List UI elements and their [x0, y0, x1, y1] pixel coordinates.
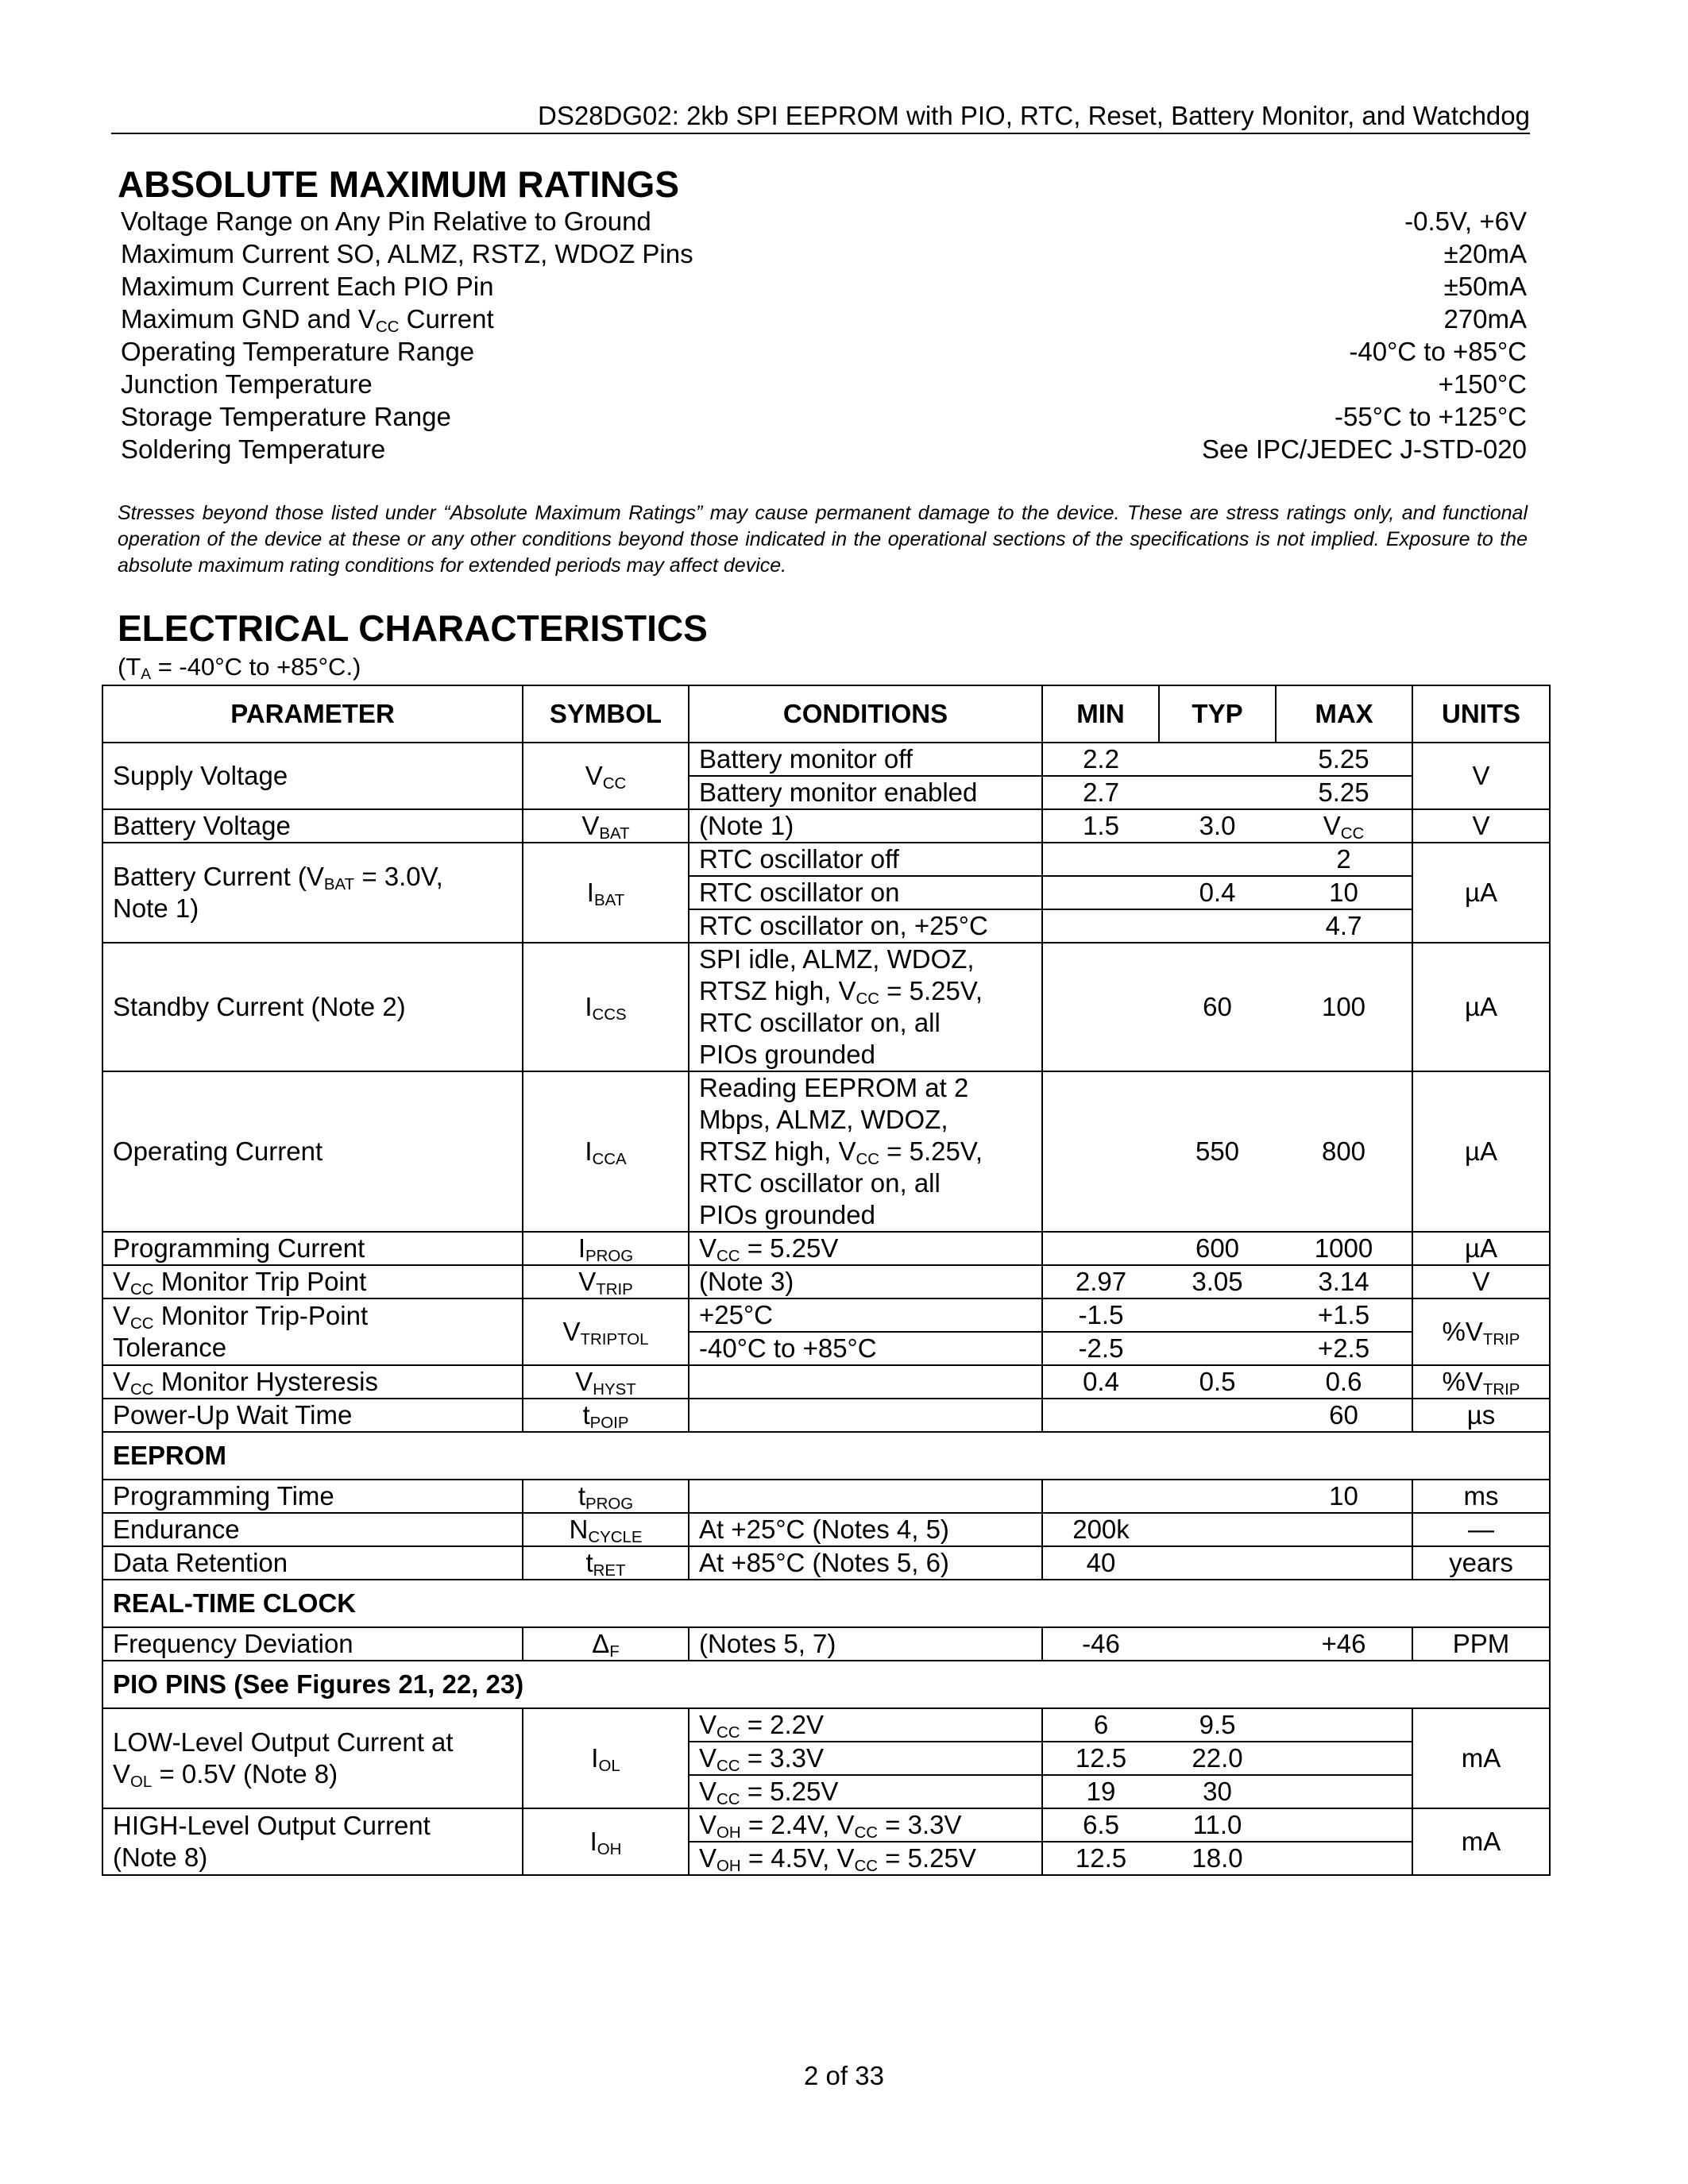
table-row: [102, 1808, 1550, 1842]
condition-cell: [689, 1365, 1042, 1399]
table-row: [102, 1708, 1550, 1742]
param-cell: $V_{CC}$ Monitor Hysteresis: [102, 1365, 523, 1399]
condition-cell: $V_{CC} = 2.2V$: [689, 1708, 1042, 1742]
min-cell: -2.5: [1042, 1332, 1159, 1365]
symbol-cell: $I_{PROG}$: [523, 1232, 689, 1265]
param-cell: Supply Voltage: [102, 743, 523, 809]
min-cell: 6.5: [1042, 1808, 1159, 1842]
param-cell: Battery Voltage: [102, 809, 523, 843]
table-row: [102, 1071, 1550, 1232]
typ-cell: [1159, 1513, 1276, 1546]
amr-heading: ABSOLUTE MAXIMUM RATINGS: [118, 164, 680, 205]
units-cell: µA: [1412, 843, 1550, 943]
column-header: UNITS: [1412, 685, 1550, 743]
max-cell: [1276, 1808, 1412, 1842]
section-label: EEPROM: [102, 1432, 1550, 1480]
table-row: [102, 1298, 1550, 1332]
table-row: [102, 1627, 1550, 1661]
typ-cell: [1159, 1298, 1276, 1332]
typ-cell: [1159, 1480, 1276, 1513]
amr-value: -55°C to +125°C: [1335, 401, 1527, 431]
units-cell: —: [1412, 1513, 1550, 1546]
max-cell: 3.14: [1276, 1265, 1412, 1298]
max-cell: 1000: [1276, 1232, 1412, 1265]
amr-label: Voltage Range on Any Pin Relative to Ground: [121, 206, 651, 236]
typ-cell: 22.0: [1159, 1742, 1276, 1775]
max-cell: 5.25: [1276, 743, 1412, 776]
min-cell: 2.7: [1042, 776, 1159, 809]
param-cell: Endurance: [102, 1513, 523, 1546]
max-cell: 4.7: [1276, 909, 1412, 943]
amr-value: -40°C to +85°C: [1349, 336, 1527, 366]
symbol-cell: $I_{OL}$: [523, 1708, 689, 1808]
typ-cell: 30: [1159, 1775, 1276, 1808]
condition-cell: -40°C to +85°C: [689, 1332, 1042, 1365]
symbol-cell: $I_{OH}$: [523, 1808, 689, 1875]
condition-cell: At +25°C (Notes 4, 5): [689, 1513, 1042, 1546]
param-cell: Programming Current: [102, 1232, 523, 1265]
typ-cell: [1159, 1332, 1276, 1365]
amr-label: Operating Temperature Range: [121, 336, 475, 366]
min-cell: [1042, 843, 1159, 876]
max-cell: [1276, 1546, 1412, 1580]
min-cell: [1042, 1232, 1159, 1265]
amr-row: [121, 303, 1527, 335]
param-cell: Operating Current: [102, 1071, 523, 1232]
column-header: MAX: [1276, 685, 1412, 743]
param-cell: Data Retention: [102, 1546, 523, 1580]
condition-cell: +25°C: [689, 1298, 1042, 1332]
units-cell: V: [1412, 743, 1550, 809]
table-row: [102, 1546, 1550, 1580]
header-rule: [111, 133, 1530, 134]
units-cell: years: [1412, 1546, 1550, 1580]
condition-cell: RTC oscillator off: [689, 843, 1042, 876]
condition-cell: $V_{CC} = 5.25V$: [689, 1775, 1042, 1808]
symbol-cell: $N_{CYCLE}$: [523, 1513, 689, 1546]
column-header: PARAMETER: [102, 685, 523, 743]
condition-cell: (Notes 5, 7): [689, 1627, 1042, 1661]
condition-cell: Battery monitor enabled: [689, 776, 1042, 809]
symbol-cell: $V_{TRIP}$: [523, 1265, 689, 1298]
symbol-cell: $V_{BAT}$: [523, 809, 689, 843]
amr-label: Junction Temperature: [121, 369, 373, 399]
param-cell: Programming Time: [102, 1480, 523, 1513]
symbol-cell: $I_{BAT}$: [523, 843, 689, 943]
units-cell: µA: [1412, 1232, 1550, 1265]
page-number: 2 of 33: [804, 2061, 884, 2090]
typ-cell: [1159, 1546, 1276, 1580]
amr-value: ±50mA: [1443, 271, 1527, 301]
param-cell: Frequency Deviation: [102, 1627, 523, 1661]
typ-cell: 18.0: [1159, 1842, 1276, 1875]
max-cell: [1276, 1742, 1412, 1775]
symbol-cell: $V_{TRIPTOL}$: [523, 1298, 689, 1365]
max-cell: $V_{CC}$: [1276, 809, 1412, 843]
typ-cell: 11.0: [1159, 1808, 1276, 1842]
table-row: [102, 1513, 1550, 1546]
amr-value: 270mA: [1443, 303, 1527, 334]
symbol-cell: $V_{HYST}$: [523, 1365, 689, 1399]
min-cell: [1042, 1480, 1159, 1513]
symbol-cell: $t_{POIP}$: [523, 1399, 689, 1432]
amr-label: Maximum GND and $V_{CC}$ Current: [121, 303, 494, 336]
condition-cell: Reading EEPROM at 2 Mbps, ALMZ, WDOZ, RTSZ high, $V_{CC} = 5.25V$, RTC oscillator on, all PIOs grounded: [689, 1071, 1042, 1232]
running-header: DS28DG02: 2kb SPI EEPROM with PIO, RTC, Reset, Battery Monitor, and Watchdog: [537, 101, 1530, 130]
typ-cell: 0.4: [1159, 876, 1276, 909]
ec-conditions: ($T_A = -40^\circ C$ to +85°C.): [118, 653, 361, 683]
ec-heading: ELECTRICAL CHARACTERISTICS: [118, 608, 708, 649]
max-cell: 100: [1276, 943, 1412, 1071]
min-cell: [1042, 909, 1159, 943]
units-cell: mA: [1412, 1808, 1550, 1875]
min-cell: [1042, 1399, 1159, 1432]
units-cell: V: [1412, 809, 1550, 843]
typ-cell: 0.5: [1159, 1365, 1276, 1399]
condition-cell: $V_{CC} = 5.25V$: [689, 1232, 1042, 1265]
section-row: [102, 1432, 1550, 1480]
typ-cell: [1159, 909, 1276, 943]
max-cell: +2.5: [1276, 1332, 1412, 1365]
condition-cell: SPI idle, ALMZ, WDOZ, RTSZ high, $V_{CC} = 5.25V$, RTC oscillator on, all PIOs grounded: [689, 943, 1042, 1071]
amr-row: [121, 368, 1527, 400]
min-cell: 0.4: [1042, 1365, 1159, 1399]
typ-cell: 60: [1159, 943, 1276, 1071]
max-cell: [1276, 1775, 1412, 1808]
table-row: [102, 743, 1550, 776]
amr-value: +150°C: [1438, 369, 1527, 399]
amr-value: See IPC/JEDEC J-STD-020: [1202, 434, 1527, 464]
units-cell: V: [1412, 1265, 1550, 1298]
typ-cell: [1159, 743, 1276, 776]
min-cell: [1042, 1071, 1159, 1232]
units-cell: $\%V_{TRIP}$: [1412, 1365, 1550, 1399]
amr-row: [121, 400, 1527, 433]
min-cell: 1.5: [1042, 809, 1159, 843]
min-cell: 12.5: [1042, 1742, 1159, 1775]
symbol-cell: $t_{PROG}$: [523, 1480, 689, 1513]
amr-label: Maximum Current SO, ALMZ, RSTZ, WDOZ Pins: [121, 238, 693, 268]
condition-cell: RTC oscillator on: [689, 876, 1042, 909]
column-header: CONDITIONS: [689, 685, 1042, 743]
units-cell: $\%V_{TRIP}$: [1412, 1298, 1550, 1365]
amr-row: [121, 205, 1527, 237]
max-cell: +1.5: [1276, 1298, 1412, 1332]
param-cell: Standby Current (Note 2): [102, 943, 523, 1071]
min-cell: -1.5: [1042, 1298, 1159, 1332]
symbol-cell: $I_{CCS}$: [523, 943, 689, 1071]
section-row: [102, 1580, 1550, 1627]
symbol-cell: $t_{RET}$: [523, 1546, 689, 1580]
amr-row: [121, 270, 1527, 303]
min-cell: 2.2: [1042, 743, 1159, 776]
typ-cell: 9.5: [1159, 1708, 1276, 1742]
electrical-characteristics-table: [102, 685, 1551, 1876]
min-cell: 2.97: [1042, 1265, 1159, 1298]
param-cell: HIGH-Level Output Current (Note 8): [102, 1808, 523, 1875]
condition-cell: RTC oscillator on, +25°C: [689, 909, 1042, 943]
max-cell: +46: [1276, 1627, 1412, 1661]
typ-cell: [1159, 1627, 1276, 1661]
table-row: [102, 943, 1550, 1071]
param-cell: Battery Current ($V_{BAT} = 3.0V$, Note 1): [102, 843, 523, 943]
typ-cell: 550: [1159, 1071, 1276, 1232]
condition-cell: $V_{OH} = 4.5V$, $V_{CC} = 5.25V$: [689, 1842, 1042, 1875]
min-cell: [1042, 943, 1159, 1071]
typ-cell: [1159, 1399, 1276, 1432]
max-cell: 0.6: [1276, 1365, 1412, 1399]
condition-cell: (Note 1): [689, 809, 1042, 843]
amr-label: Soldering Temperature: [121, 434, 386, 464]
max-cell: 800: [1276, 1071, 1412, 1232]
table-row: [102, 1399, 1550, 1432]
min-cell: 200k: [1042, 1513, 1159, 1546]
param-cell: LOW-Level Output Current at $V_{OL} = 0.5V$ (Note 8): [102, 1708, 523, 1808]
section-row: [102, 1661, 1550, 1708]
symbol-cell: $V_{CC}$: [523, 743, 689, 809]
min-cell: 19: [1042, 1775, 1159, 1808]
param-cell: $V_{CC}$ Monitor Trip-Point Tolerance: [102, 1298, 523, 1365]
amr-label: Storage Temperature Range: [121, 401, 451, 431]
amr-row: [121, 433, 1527, 465]
column-header: MIN: [1042, 685, 1159, 743]
table-row: [102, 1480, 1550, 1513]
table-row: [102, 809, 1550, 843]
stress-note: Stresses beyond those listed under “Absolute Maximum Ratings” may cause permanent damage to the device. These are stress ratings only, and functional operation of the device at these or any other conditions beyond those indicated in the operational sections of the specifications is not implied. Exposure to the absolute maximum rating conditions for extended periods may affect device.: [118, 502, 1528, 577]
amr-list: [121, 205, 1527, 465]
max-cell: 2: [1276, 843, 1412, 876]
condition-cell: [689, 1480, 1042, 1513]
table-row: [102, 1265, 1550, 1298]
max-cell: 10: [1276, 1480, 1412, 1513]
param-cell: $V_{CC}$ Monitor Trip Point: [102, 1265, 523, 1298]
typ-cell: 600: [1159, 1232, 1276, 1265]
amr-row: [121, 237, 1527, 270]
table-row: [102, 1365, 1550, 1399]
condition-cell: Battery monitor off: [689, 743, 1042, 776]
typ-cell: 3.0: [1159, 809, 1276, 843]
param-cell: Power-Up Wait Time: [102, 1399, 523, 1432]
amr-value: ±20mA: [1443, 238, 1527, 268]
amr-value: -0.5V, +6V: [1404, 206, 1527, 236]
typ-cell: 3.05: [1159, 1265, 1276, 1298]
typ-cell: [1159, 843, 1276, 876]
units-cell: mA: [1412, 1708, 1550, 1808]
units-cell: µs: [1412, 1399, 1550, 1432]
units-cell: ms: [1412, 1480, 1550, 1513]
symbol-cell: $\Delta_F$: [523, 1627, 689, 1661]
table-row: [102, 1232, 1550, 1265]
section-label: PIO PINS (See Figures 21, 22, 23): [102, 1661, 1550, 1708]
condition-cell: $V_{CC} = 3.3V$: [689, 1742, 1042, 1775]
column-header: SYMBOL: [523, 685, 689, 743]
units-cell: µA: [1412, 943, 1550, 1071]
symbol-cell: $I_{CCA}$: [523, 1071, 689, 1232]
column-header: TYP: [1159, 685, 1276, 743]
max-cell: [1276, 1708, 1412, 1742]
units-cell: PPM: [1412, 1627, 1550, 1661]
condition-cell: (Note 3): [689, 1265, 1042, 1298]
condition-cell: At +85°C (Notes 5, 6): [689, 1546, 1042, 1580]
section-label: REAL-TIME CLOCK: [102, 1580, 1550, 1627]
max-cell: 60: [1276, 1399, 1412, 1432]
condition-cell: $V_{OH} = 2.4V$, $V_{CC} = 3.3V$: [689, 1808, 1042, 1842]
table-row: [102, 843, 1550, 876]
max-cell: 5.25: [1276, 776, 1412, 809]
max-cell: [1276, 1842, 1412, 1875]
table-header-row: [102, 685, 1550, 743]
min-cell: 12.5: [1042, 1842, 1159, 1875]
condition-cell: [689, 1399, 1042, 1432]
min-cell: [1042, 876, 1159, 909]
min-cell: 40: [1042, 1546, 1159, 1580]
typ-cell: [1159, 776, 1276, 809]
amr-label: Maximum Current Each PIO Pin: [121, 271, 494, 301]
units-cell: µA: [1412, 1071, 1550, 1232]
amr-row: [121, 335, 1527, 368]
max-cell: [1276, 1513, 1412, 1546]
min-cell: 6: [1042, 1708, 1159, 1742]
max-cell: 10: [1276, 876, 1412, 909]
min-cell: -46: [1042, 1627, 1159, 1661]
